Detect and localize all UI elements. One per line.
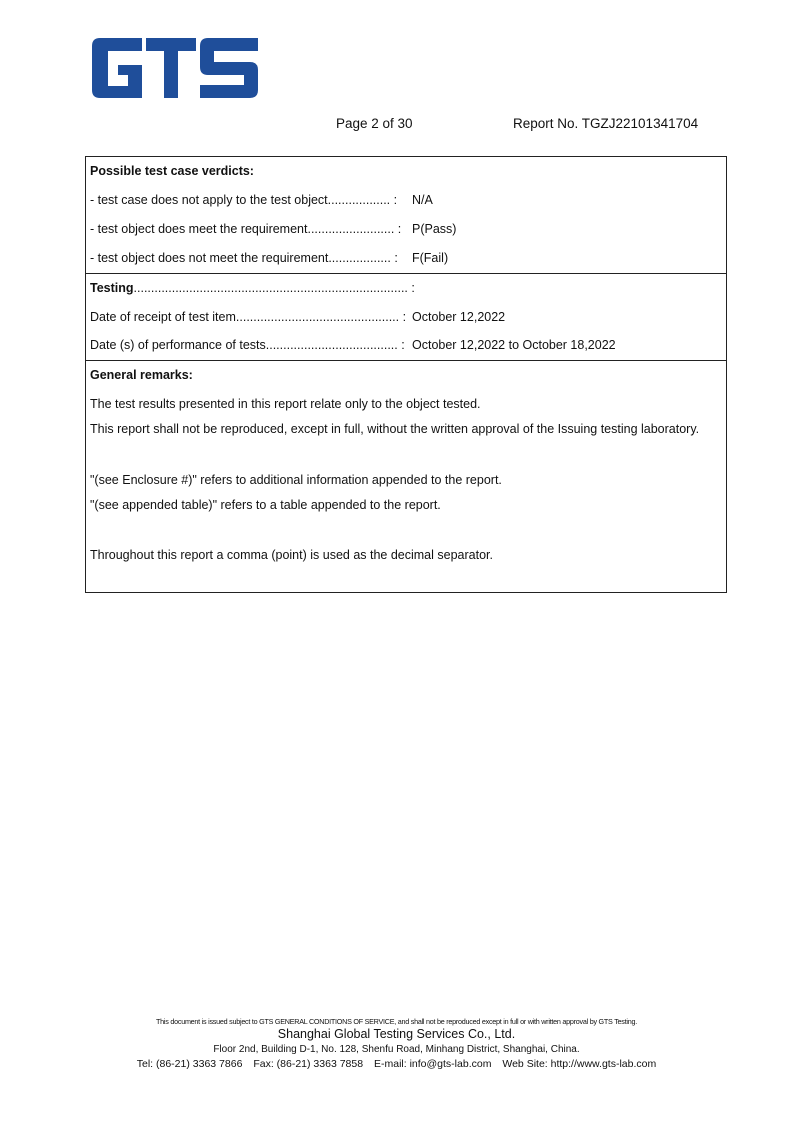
footer-company: Shanghai Global Testing Services Co., Ltd.: [277, 1027, 516, 1041]
remarks-title: General remarks:: [90, 368, 193, 382]
footer-fax: Fax: (86-21) 3363 7858: [253, 1058, 364, 1070]
verdicts-title: Possible test case verdicts:: [90, 164, 254, 178]
verdict-label: - test object does meet the requirement: [90, 222, 308, 236]
footer-disclaimer: This document is issued subject to GTS GENERAL CONDITIONS OF SERVICE, and shall not be reproduced except in full or with written approval by GTS Testing.: [156, 1017, 637, 1026]
gts-logo: [88, 36, 260, 100]
leader-dots: ..................: [327, 193, 391, 207]
remark-line: Throughout this report a comma (point) is used as the decimal separator.: [90, 548, 493, 562]
section-divider: [86, 360, 726, 361]
verdict-value: P(Pass): [412, 222, 457, 236]
remark-line: "(see appended table)" refers to a table appended to the report.: [90, 498, 441, 512]
verdict-label: - test object does not meet the requirement: [90, 251, 329, 265]
separator: :: [402, 310, 407, 324]
verdicts-remarks-table: [85, 156, 727, 593]
remark-line: This report shall not be reproduced, except in full, without the written approval of the Issuing testing laboratory.: [90, 422, 700, 436]
page-number: Page 2 of 30: [336, 116, 413, 131]
separator: :: [411, 281, 415, 295]
footer-email[interactable]: E-mail: info@gts-lab.com: [374, 1058, 492, 1070]
separator: :: [393, 193, 398, 207]
leader-dots: ...............................................................................: [133, 281, 408, 295]
section-divider: [86, 273, 726, 274]
remark-line: "(see Enclosure #)" refers to additional information appended to the report.: [90, 473, 502, 487]
leader-dots: .........................: [307, 222, 395, 236]
footer-website[interactable]: Web Site: http://www.gts-lab.com: [502, 1058, 657, 1070]
remark-line: The test results presented in this report relate only to the object tested.: [90, 397, 481, 411]
separator: :: [401, 338, 405, 352]
performance-date-value: October 12,2022 to October 18,2022: [412, 338, 616, 352]
field-label: Date of receipt of test item: [90, 310, 236, 324]
footer-tel: Tel: (86-21) 3363 7866: [136, 1058, 243, 1070]
verdict-value: N/A: [412, 193, 433, 207]
leader-dots: ...............................................: [235, 310, 400, 324]
leader-dots: ......................................: [265, 338, 398, 352]
separator: :: [394, 251, 398, 265]
leader-dots: ..................: [328, 251, 391, 265]
field-label: Date (s) of performance of tests: [90, 338, 266, 352]
verdict-label: - test case does not apply to the test object: [90, 193, 328, 207]
footer-address: Floor 2nd, Building D-1, No. 128, Shenfu Road, Minhang District, Shanghai, China.: [213, 1044, 580, 1055]
receipt-date-value: October 12,2022: [412, 310, 506, 324]
report-number: Report No. TGZJ22101341704: [513, 116, 699, 131]
testing-title: Testing: [90, 281, 134, 295]
verdict-value: F(Fail): [412, 251, 449, 265]
footer-contact: [0, 1058, 793, 1070]
separator: :: [397, 222, 402, 236]
